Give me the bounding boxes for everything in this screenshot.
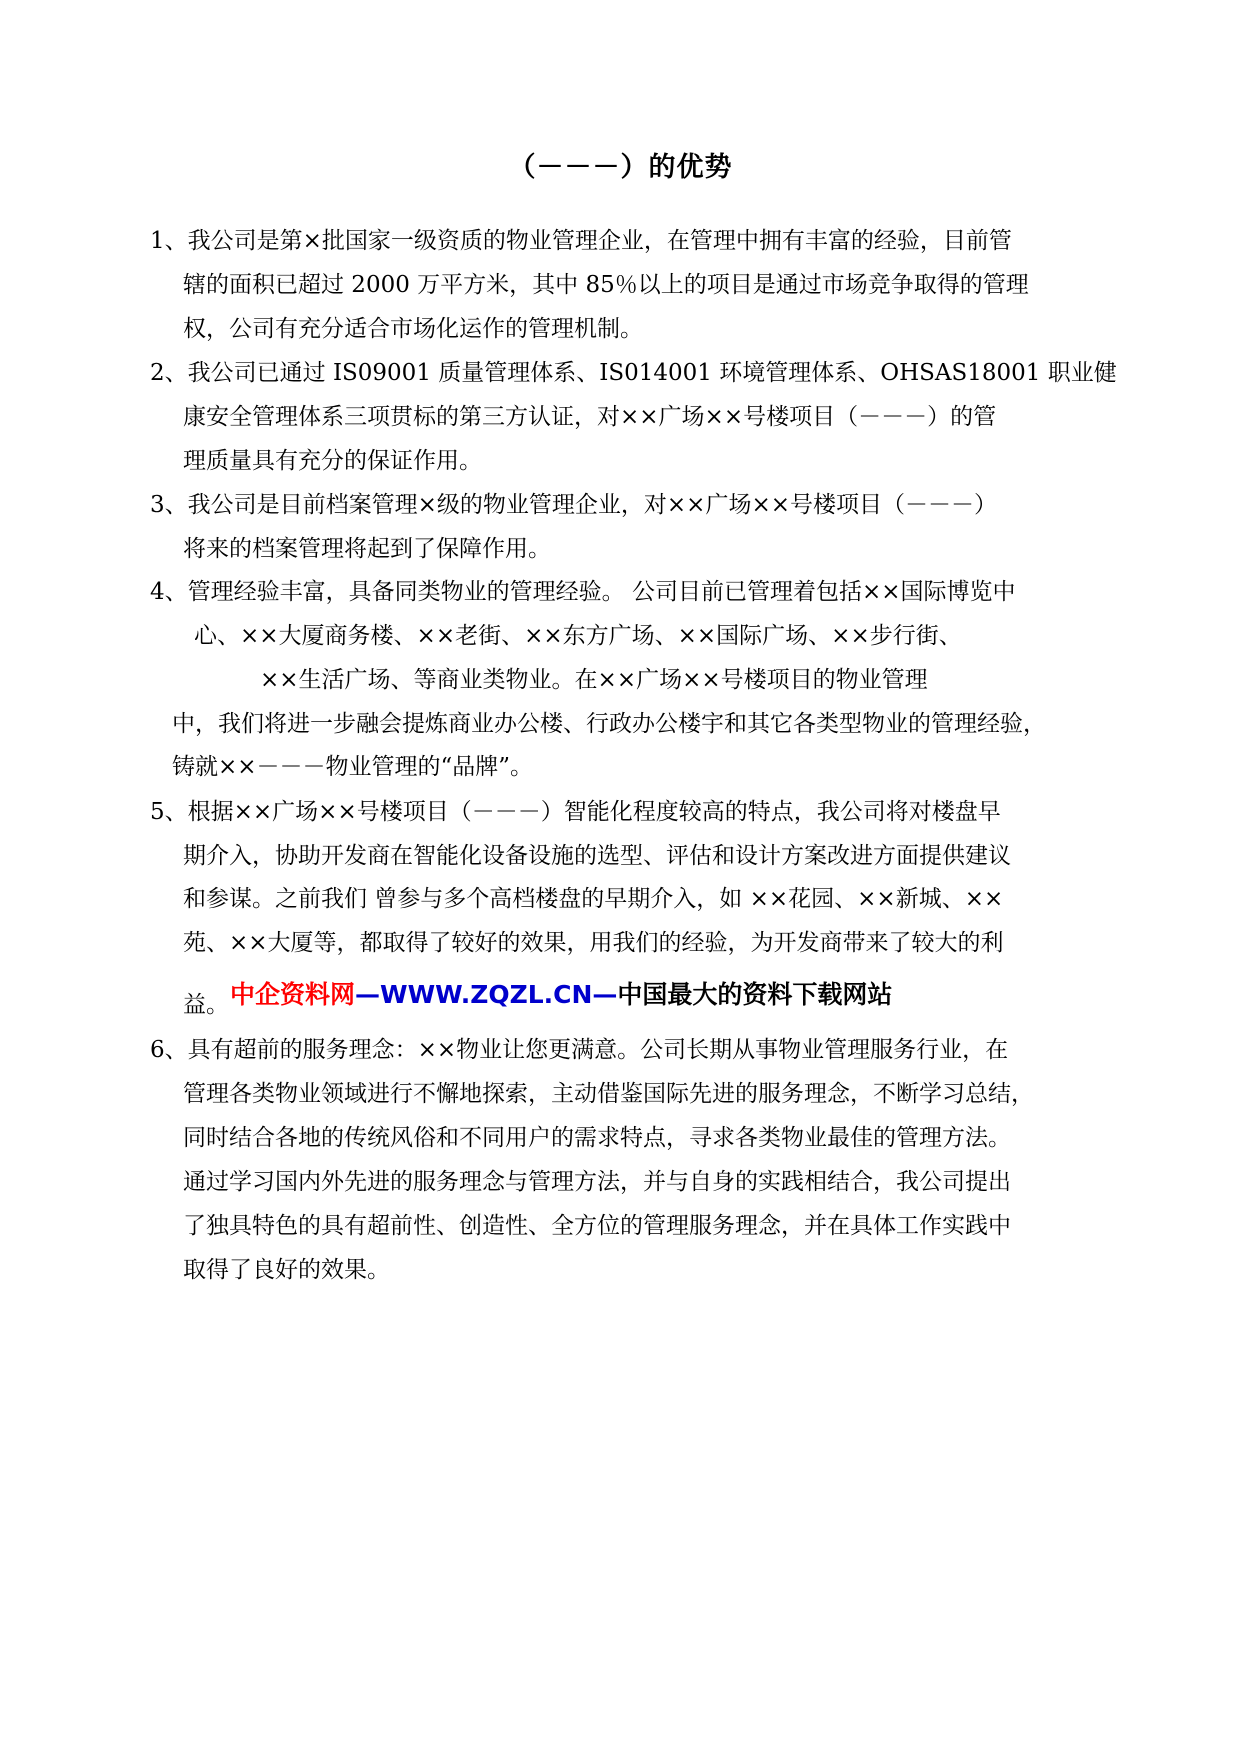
paragraph-line: 期介入，协助开发商在智能化设备设施的选型、评估和设计方案改进方面提供建议: [183, 843, 1011, 869]
paragraph-line: 和参谋。之前我们 曾参与多个高档楼盘的早期介入，如 ××花园、××新城、××: [183, 886, 1004, 912]
paragraph-line: 权，公司有充分适合市场化运作的管理机制。: [183, 316, 643, 342]
watermark-site-name: 中企资料网: [230, 980, 356, 1009]
watermark-url: —WWW.ZQZL.CN—: [355, 980, 618, 1009]
paragraph-line: 理质量具有充分的保证作用。: [183, 448, 482, 474]
paragraph-line: 6、具有超前的服务理念：××物业让您更满意。公司长期从事物业管理服务行业，在: [150, 1037, 1009, 1063]
paragraph-line: 通过学习国内外先进的服务理念与管理方法，并与自身的实践相结合，我公司提出: [183, 1169, 1011, 1195]
paragraph-line: 将来的档案管理将起到了保障作用。: [183, 536, 551, 562]
page-title: （－－－）的优势: [508, 152, 733, 183]
paragraph-line: 取得了良好的效果。: [183, 1257, 390, 1283]
paragraph-line: 中，我们将进一步融会提炼商业办公楼、行政办公楼宇和其它各类型物业的管理经验，: [172, 711, 1046, 737]
paragraph-line: 铸就××－－－物业管理的“品牌”。: [172, 754, 534, 780]
paragraph-line: 3、我公司是目前档案管理×级的物业管理企业，对××广场××号楼项目（－－－）: [150, 492, 997, 518]
paragraph-line: 1、我公司是第×批国家一级资质的物业管理企业，在管理中拥有丰富的经验，目前管: [150, 228, 1012, 254]
paragraph-line: ××生活广场、等商业类物业。在××广场××号楼项目的物业管理: [260, 667, 928, 693]
paragraph-line: 5、根据××广场××号楼项目（－－－）智能化程度较高的特点，我公司将对楼盘早: [150, 799, 1001, 825]
paragraph-line: 心、××大厦商务楼、××老街、××东方广场、××国际广场、××步行街、: [194, 623, 962, 649]
paragraph-line: 同时结合各地的传统风俗和不同用户的需求特点，寻求各类物业最佳的管理方法。: [183, 1125, 1011, 1151]
paragraph-line: 2、我公司已通过 IS09001 质量管理体系、IS014001 环境管理体系、OHSAS18001 职业健: [150, 360, 1117, 386]
paragraph-line: 苑、××大厦等，都取得了较好的效果，用我们的经验，为开发商带来了较大的利: [183, 930, 1004, 956]
paragraph-line: 4、管理经验丰富，具备同类物业的管理经验。 公司目前已管理着包括××国际博览中: [150, 579, 1016, 605]
watermark-banner: [230, 980, 892, 1010]
paragraph-line: 康安全管理体系三项贯标的第三方认证，对××广场××号楼项目（－－－）的管: [183, 404, 997, 430]
watermark-slogan: 中国最大的资料下载网站: [617, 980, 893, 1009]
paragraph-line: 辖的面积已超过 2000 万平方米，其中 85％以上的项目是通过市场竞争取得的管理: [183, 272, 1029, 298]
paragraph-line: 了独具特色的具有超前性、创造性、全方位的管理服务理念，并在具体工作实践中: [183, 1213, 1011, 1239]
paragraph-line: 益。: [183, 992, 229, 1018]
paragraph-line: 管理各类物业领域进行不懈地探索，主动借鉴国际先进的服务理念，不断学习总结，: [183, 1081, 1034, 1107]
